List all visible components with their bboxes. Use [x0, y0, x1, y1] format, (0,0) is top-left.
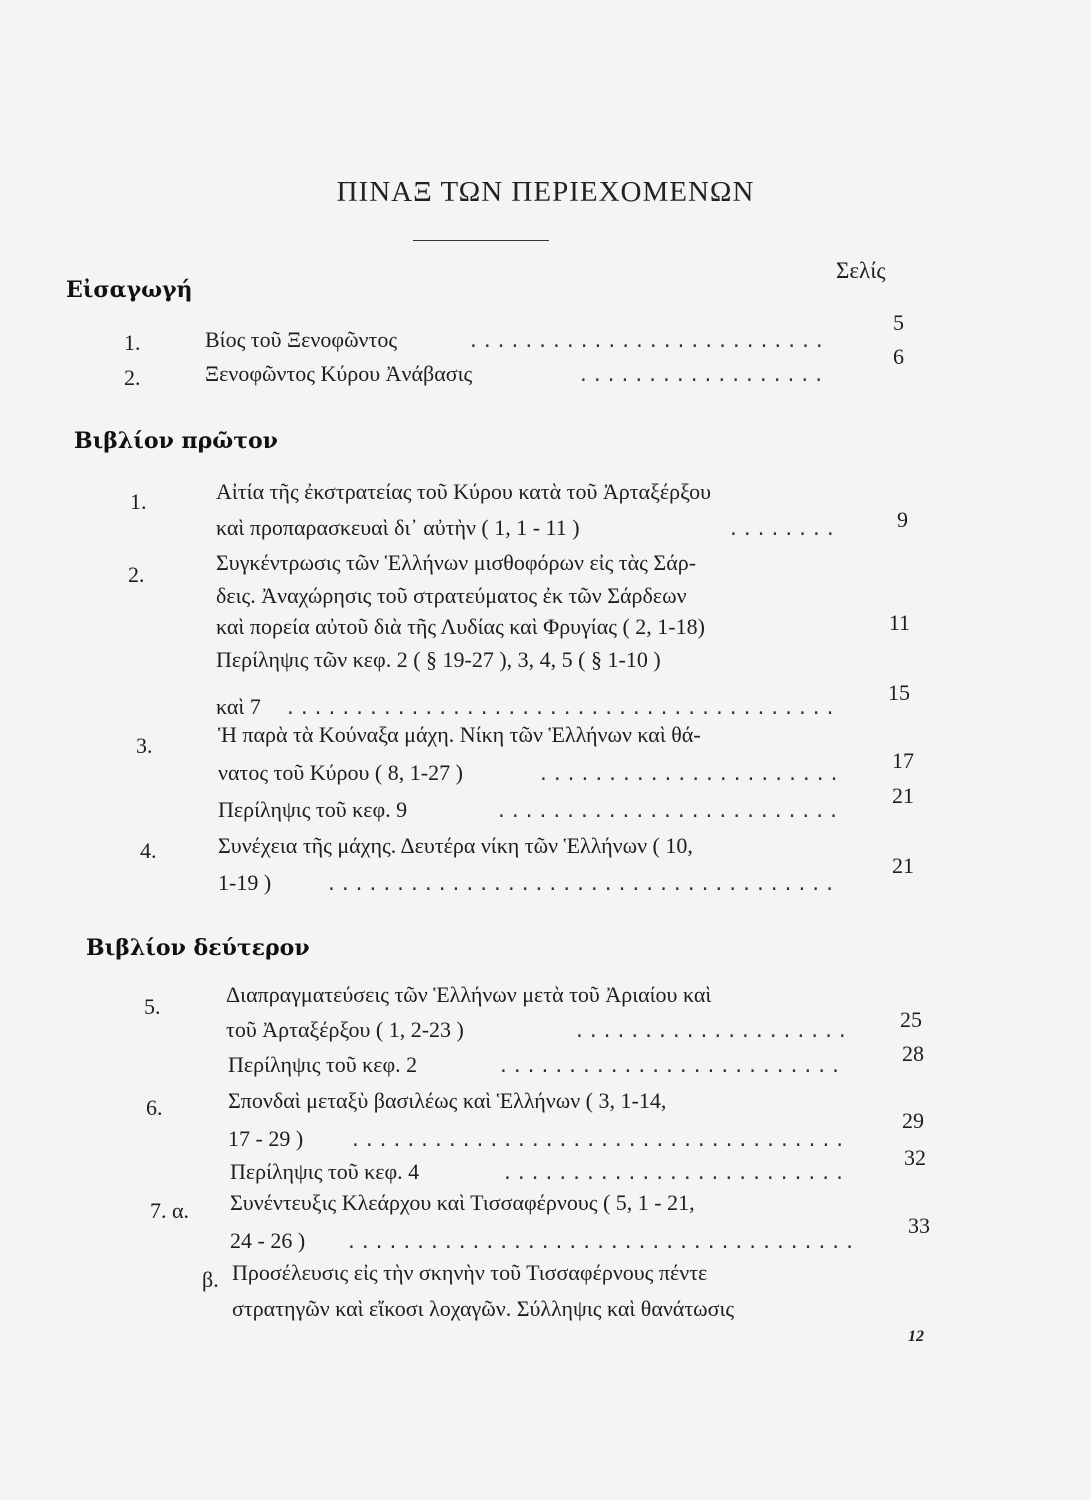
entry-number: 2.: [124, 365, 141, 390]
entry-text-line: καὶ προπαρασκευαὶ δι᾽ αὐτὴν ( 1, 1 - 11 ): [216, 515, 580, 540]
entry-page: 9: [897, 507, 908, 532]
leader-dots: [498, 1056, 848, 1078]
leader-dots: [574, 1021, 848, 1043]
entry-text-line: Συνέχεια τῆς μάχης. Δευτέρα νίκη τῶν Ἑλλήνων ( 10,: [218, 833, 693, 858]
entry-text-line: Σπονδαὶ μεταξὺ βασιλέως καὶ Ἑλλήνων ( 3, 1-14,: [228, 1088, 667, 1113]
entry-text: Περίληψις τοῦ κεφ. 4: [230, 1159, 420, 1184]
entry-text: Ξενοφῶντος Κύρου Ἀνάβασις: [205, 361, 473, 386]
entry-text-line: Συνέντευξις Κλεάρχου καὶ Τισσαφέρνους ( 5, 1 - 21,: [230, 1190, 695, 1215]
entry-text-line: δεις. Ἀναχώρησις τοῦ στρατεύματος ἐκ τῶν Σάρδεων: [216, 583, 687, 608]
entry-page: 17: [892, 748, 914, 773]
entry-text: Βίος τοῦ Ξενοφῶντος: [205, 327, 398, 352]
entry-page: 6: [893, 344, 904, 369]
entry-page: 32: [904, 1145, 926, 1170]
entry-text-line: Διαπραγματεύσεις τῶν Ἑλλήνων μετὰ τοῦ Ἀριαίου καὶ: [226, 982, 712, 1007]
entry-number: 5.: [144, 994, 161, 1019]
entry-text: Περίληψις τοῦ κεφ. 9: [218, 797, 408, 822]
entry-text-line: Ἡ παρὰ τὰ Κούναξα μάχη. Νίκη τῶν Ἑλλήνων καὶ θά-: [218, 722, 701, 747]
entry-page: 25: [900, 1007, 922, 1032]
entry-text-line: 1-19 ): [218, 870, 272, 895]
entry-text-line: νατος τοῦ Κύρου ( 8, 1-27 ): [218, 760, 463, 785]
entry-page: 29: [902, 1108, 924, 1133]
entry-text-line: στρατηγῶν καὶ εἴκοσι λοχαγῶν. Σύλληψις καὶ θανάτωσις: [232, 1296, 735, 1321]
leader-dots: [496, 801, 840, 823]
entry-text-line: καὶ 7: [216, 694, 261, 719]
entry-text: Περίληψις τοῦ κεφ. 2: [228, 1052, 418, 1077]
entry-text-line: 24 - 26 ): [230, 1228, 306, 1253]
leader-dots: [350, 1130, 850, 1152]
entry-number: β.: [202, 1267, 219, 1292]
entry-page: 21: [892, 783, 914, 808]
entry-page: 28: [902, 1041, 924, 1066]
entry-number: 6.: [146, 1095, 163, 1120]
title-rule: [413, 240, 549, 241]
entry-page: 11: [888, 610, 910, 635]
page-title: ΠΙΝΑΞ ΤΩΝ ΠΕΡΙΕΧΟΜΕΝΩΝ: [336, 176, 755, 208]
leader-dots: [728, 519, 838, 541]
entry-page: 15: [888, 680, 910, 705]
leader-dots: [502, 1163, 852, 1185]
entry-text-line: Αἰτία τῆς ἐκστρατείας τοῦ Κύρου κατὰ τοῦ Ἀρταξέρξου: [216, 479, 711, 504]
leader-dots: [538, 764, 840, 786]
entry-number: 3.: [136, 733, 153, 758]
entry-page: 21: [892, 853, 914, 878]
entry-text-line: 17 - 29 ): [228, 1126, 304, 1151]
entry-number: 1.: [124, 330, 141, 355]
section-heading-book2: Βιβλίον δεύτερον: [86, 935, 310, 961]
entry-text-line: Περίληψις τῶν κεφ. 2 ( § 19-27 ), 3, 4, 5 ( § 1-10 ): [216, 647, 661, 672]
entry-text-line: Προσέλευσις εἰς τὴν σκηνὴν τοῦ Τισσαφέρνους πέντε: [232, 1260, 708, 1285]
entry-number: 4.: [140, 838, 157, 863]
entry-text-line: καὶ πορεία αὐτοῦ διὰ τῆς Λυδίας καὶ Φρυγίας ( 2, 1-18): [216, 614, 705, 639]
entry-number: 7. α.: [150, 1198, 190, 1223]
entry-number: 1.: [130, 489, 147, 514]
leader-dots: [578, 365, 828, 387]
entry-text-line: Συγκέντρωσις τῶν Ἑλλήνων μισθοφόρων εἰς τὰς Σάρ-: [216, 550, 697, 575]
section-heading-intro: Εἰσαγωγή: [66, 277, 193, 303]
leader-dots: [326, 874, 840, 896]
leader-dots: [285, 698, 835, 720]
entry-page: 33: [908, 1213, 930, 1238]
entry-text-line: τοῦ Ἀρταξέρξου ( 1, 2-23 ): [226, 1017, 464, 1042]
leader-dots: [468, 331, 828, 353]
page-column-header: Σελίς: [836, 258, 886, 283]
leader-dots: [346, 1232, 856, 1254]
section-heading-book1: Βιβλίον πρῶτον: [74, 428, 278, 454]
entry-page: 5: [893, 310, 904, 335]
entry-number: 2.: [128, 562, 145, 587]
page-number: 12: [908, 1328, 924, 1345]
